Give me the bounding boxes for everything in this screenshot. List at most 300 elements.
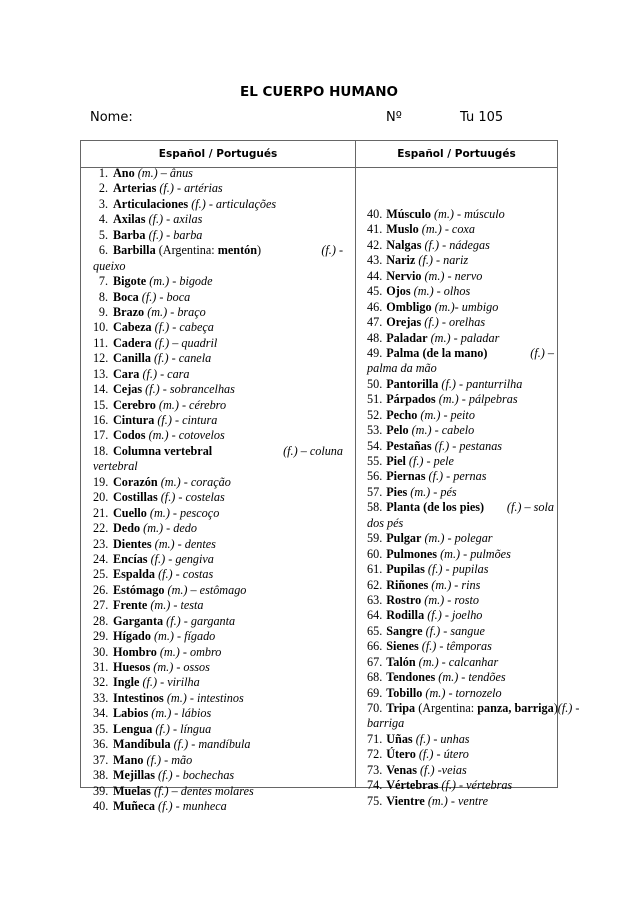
- portuguese-term: ossos: [183, 660, 210, 674]
- item-number: 1.: [98, 166, 108, 180]
- separator: -: [171, 706, 182, 721]
- item-number: 22.: [93, 521, 109, 536]
- separator: -: [172, 768, 183, 783]
- spanish-term: Tripa: [386, 701, 416, 715]
- vocabulary-item: [93, 629, 343, 644]
- separator: -: [169, 721, 181, 736]
- item-number: 73.: [367, 762, 383, 777]
- vocabulary-item: [93, 537, 343, 552]
- spanish-term: Sienes: [386, 639, 419, 654]
- portuguese-term: canela: [178, 351, 212, 366]
- vocabulary-item: [367, 408, 554, 423]
- spanish-term: Cara: [113, 366, 140, 381]
- gender-tag: (f.): [148, 227, 164, 242]
- vocabulary-item: [367, 686, 554, 701]
- item-number: 48.: [367, 330, 383, 345]
- portuguese-term: dentes molares: [180, 783, 254, 798]
- gender-tag: (f.): [283, 443, 298, 458]
- spanish-term: Sangre: [386, 623, 423, 638]
- gender-tag: (m.): [431, 577, 452, 592]
- vocabulary-item: [93, 290, 343, 305]
- separator: -: [205, 196, 216, 211]
- separator: -: [173, 181, 185, 196]
- separator: -: [168, 428, 179, 443]
- portuguese-term: orelhas: [448, 315, 486, 330]
- spanish-term: Pestañas: [386, 438, 432, 453]
- gender-tag: (f.): [557, 701, 573, 715]
- portuguese-term: ânus: [169, 166, 193, 180]
- spanish-term: Hígado: [113, 629, 151, 644]
- vocabulary-item: [367, 639, 554, 654]
- spanish-term: Labios: [113, 706, 149, 721]
- gender-tag: (f.): [142, 675, 158, 690]
- portuguese-term: lábios: [181, 706, 212, 721]
- spanish-term: Canilla: [113, 351, 151, 366]
- separator: -: [455, 376, 467, 391]
- item-number: 66.: [367, 639, 383, 654]
- portuguese-term: joelho: [451, 608, 483, 623]
- separator: -: [173, 660, 184, 674]
- spanish-term: Ombligo: [386, 299, 432, 314]
- portuguese-term-continued: dos pés: [367, 515, 404, 530]
- column-header-left: Español / Portugués: [158, 148, 278, 160]
- vocabulary-item: [93, 598, 343, 613]
- gender-tag: (m.): [154, 536, 175, 551]
- separator: -: [438, 654, 449, 669]
- portuguese-term: artérias: [184, 181, 223, 196]
- item-number: 75.: [367, 793, 383, 808]
- spanish-term: Mejillas: [113, 768, 155, 783]
- item-number: 57.: [367, 484, 383, 499]
- gender-tag: (f.): [148, 212, 164, 227]
- vocabulary-item: [93, 567, 343, 582]
- spanish-term: Pupilas: [386, 562, 425, 577]
- item-number: 72.: [367, 747, 383, 762]
- gender-tag: (f.): [160, 490, 176, 505]
- vocabulary-item: [93, 583, 343, 598]
- gender-tag: (m.): [413, 284, 434, 299]
- portuguese-term: olhos: [443, 284, 471, 299]
- gender-tag: (f.): [427, 608, 442, 623]
- spanish-term: Rodilla: [386, 608, 425, 623]
- gender-tag: (m.): [438, 392, 459, 407]
- separator: –: [521, 500, 534, 515]
- item-number: 55.: [367, 454, 383, 468]
- item-number: 64.: [367, 608, 383, 623]
- portuguese-term: testa: [180, 598, 204, 613]
- separator: -: [172, 798, 183, 813]
- separator: -: [444, 268, 455, 283]
- spanish-term: Ojos: [386, 284, 411, 299]
- portuguese-term: ventre: [458, 793, 488, 808]
- vocabulary-item: [93, 274, 343, 289]
- item-number: 71.: [367, 731, 383, 746]
- separator: -: [458, 392, 469, 407]
- portuguese-term: rins: [461, 577, 481, 592]
- vocabulary-item: [367, 207, 554, 222]
- separator: -: [423, 454, 434, 468]
- separator: -: [173, 629, 185, 644]
- item-number: 20.: [93, 490, 109, 505]
- vocabulary-item: [93, 475, 343, 490]
- item-number: 65.: [367, 623, 383, 638]
- gender-tag: (f.): [418, 253, 433, 268]
- item-number: 60.: [367, 546, 383, 561]
- vocabulary-item: [367, 794, 554, 809]
- vocabulary-item: [93, 768, 343, 783]
- spanish-term: Cerebro: [113, 397, 156, 412]
- item-number: 42.: [367, 237, 383, 252]
- portuguese-term: sangue: [450, 623, 485, 638]
- separator: -: [161, 752, 172, 767]
- gender-tag: (m.): [160, 474, 181, 489]
- vocabulary-item: [93, 737, 343, 752]
- gender-tag: (m.): [440, 546, 461, 561]
- right-column: [367, 207, 580, 809]
- item-number: 34.: [93, 706, 109, 721]
- gender-tag: (f.): [145, 382, 160, 397]
- gender-tag: (m.): [150, 598, 171, 613]
- item-number: 10.: [93, 320, 109, 335]
- spanish-term: Intestinos: [113, 690, 164, 705]
- spanish-term: Arterias: [113, 181, 157, 196]
- vocabulary-item: [93, 691, 343, 706]
- vocabulary-item: [367, 500, 554, 531]
- spanish-term: Cuello: [113, 505, 147, 520]
- vocabulary-item: [93, 506, 343, 521]
- spanish-term: Estómago: [113, 582, 165, 597]
- vocabulary-item: [93, 799, 343, 814]
- portuguese-term: cotovelos: [178, 428, 225, 443]
- separator: -: [433, 747, 444, 762]
- vocabulary-item: [93, 166, 343, 181]
- gender-tag: (f.): [530, 345, 545, 360]
- gender-tag: (f.): [191, 196, 206, 211]
- item-number: 15.: [93, 397, 109, 412]
- item-number: 30.: [93, 644, 109, 659]
- separator: -: [178, 397, 190, 412]
- item-number: 4.: [98, 212, 108, 227]
- spanish-term: Pulmones: [386, 546, 438, 561]
- gender-tag: (m.): [424, 531, 445, 546]
- vocabulary-item: [93, 614, 343, 629]
- spanish-term: Columna vertebral: [113, 443, 213, 458]
- item-number: 12.: [93, 351, 109, 366]
- gender-tag: (m.): [434, 299, 455, 314]
- portuguese-term: pescoço: [180, 505, 220, 520]
- separator: -: [163, 212, 174, 227]
- spanish-term: Nalgas: [386, 237, 422, 252]
- spanish-term: Riñones: [386, 577, 429, 592]
- separator: -: [167, 304, 178, 319]
- portuguese-term: nervo: [454, 268, 483, 283]
- item-number: 50.: [367, 376, 383, 391]
- vocabulary-item: [367, 469, 554, 484]
- vocabulary-item: [367, 578, 554, 593]
- portuguese-term: boca: [166, 289, 191, 304]
- vocabulary-item: [367, 562, 554, 577]
- portuguese-term: costelas: [185, 490, 225, 505]
- vocabulary-item: [93, 660, 343, 675]
- separator: -: [441, 608, 452, 623]
- class-label: Tu 105: [460, 110, 504, 125]
- gender-tag: (f.): [153, 351, 169, 366]
- spanish-term: Mano: [113, 752, 144, 767]
- separator: -: [443, 469, 454, 484]
- separator: -: [179, 644, 190, 659]
- separator: -: [172, 567, 183, 582]
- separator: -: [439, 237, 450, 252]
- gender-tag: (f.): [150, 551, 166, 566]
- vocabulary-item: [93, 784, 343, 799]
- spanish-term: Boca: [113, 289, 139, 304]
- vocabulary-item: [367, 593, 554, 608]
- separator: -: [451, 577, 462, 592]
- item-number: 49.: [367, 345, 383, 360]
- separator: -: [436, 639, 447, 654]
- separator: -: [444, 531, 455, 546]
- vocabulary-item: [93, 181, 343, 196]
- vocabulary-item: [93, 197, 343, 212]
- vocabulary-item: [367, 377, 554, 392]
- spanish-term: Pantorilla: [386, 376, 439, 391]
- spanish-term: Dedo: [113, 521, 141, 536]
- left-column: [93, 166, 343, 814]
- vocabulary-item: [367, 608, 554, 623]
- spanish-term: Piel: [386, 454, 406, 468]
- gender-tag: (m.): [158, 397, 179, 412]
- separator: -: [163, 521, 174, 536]
- item-number: 52.: [367, 407, 383, 422]
- regional-term: panza, barriga: [477, 701, 554, 715]
- item-number: 6.: [98, 243, 108, 258]
- separator: -: [430, 484, 441, 499]
- gender-tag: (m.): [430, 330, 451, 345]
- number-label: Nº: [386, 110, 402, 125]
- item-number: 21.: [93, 505, 109, 520]
- portuguese-term-start: coluna: [309, 443, 343, 458]
- separator: -: [168, 351, 179, 366]
- item-number: 2.: [98, 181, 108, 196]
- separator: -: [175, 490, 186, 505]
- vocabulary-item: [367, 454, 554, 469]
- gender-tag: (m.): [153, 660, 174, 674]
- gender-tag: (m.): [411, 423, 432, 438]
- separator: -: [445, 685, 456, 700]
- separator: -: [159, 382, 170, 397]
- vocabulary-item: [367, 392, 554, 407]
- spanish-term: Mandíbula: [113, 737, 171, 752]
- gender-tag: (f.): [173, 737, 189, 752]
- spanish-term: Nervio: [386, 268, 422, 283]
- spanish-term: Planta (de los pies): [386, 500, 485, 515]
- separator: -: [156, 289, 167, 304]
- vocabulary-item: [93, 722, 343, 737]
- portuguese-term: pestanas: [459, 438, 503, 453]
- spanish-term: Corazón: [113, 474, 158, 489]
- portuguese-term-continued: vertebral: [93, 459, 138, 474]
- gender-tag: (m.): [424, 268, 445, 283]
- item-number: 25.: [93, 567, 109, 582]
- vocabulary-item: [93, 552, 343, 567]
- portuguese-term: cérebro: [189, 397, 227, 412]
- separator: -: [165, 551, 176, 566]
- portuguese-term: mandíbula: [198, 737, 251, 752]
- portuguese-term: cabeça: [179, 320, 214, 335]
- vocabulary-item: [93, 645, 343, 660]
- item-number: 54.: [367, 438, 383, 453]
- spanish-term: Vientre: [386, 793, 425, 808]
- gender-tag: (m.): [148, 428, 169, 443]
- vocabulary-item: [367, 655, 554, 670]
- portuguese-term: virilha: [167, 675, 200, 690]
- gender-tag: (m.): [425, 685, 446, 700]
- regional-note-close: ): [257, 243, 262, 258]
- item-number: 45.: [367, 284, 383, 299]
- name-label: Nome:: [90, 110, 133, 125]
- portuguese-term: têmporas: [446, 639, 492, 654]
- spanish-term: Cabeza: [113, 320, 152, 335]
- portuguese-term: fígado: [184, 629, 216, 644]
- item-number: 39.: [93, 783, 109, 798]
- vocabulary-item: [93, 428, 343, 443]
- item-number: 7.: [98, 274, 108, 289]
- portuguese-term: sobrancelhas: [169, 382, 235, 397]
- separator: -: [442, 562, 453, 577]
- spanish-term: Muslo: [386, 222, 419, 237]
- vocabulary-item: [93, 367, 343, 382]
- vocabulary-item: [93, 228, 343, 243]
- spanish-term: Músculo: [386, 207, 431, 221]
- spanish-term: Muelas: [113, 783, 151, 798]
- spanish-term: Hombro: [113, 644, 157, 659]
- gender-tag: (m.): [418, 654, 439, 669]
- gender-tag: (m.): [149, 274, 170, 289]
- separator: –: [168, 783, 181, 798]
- vocabulary-item: [93, 490, 343, 505]
- gender-tag: (f.): [425, 623, 441, 638]
- vocabulary-item: [93, 305, 343, 320]
- gender-tag: (m.): [167, 582, 188, 597]
- portuguese-term: pernas: [453, 469, 487, 484]
- separator: -: [169, 274, 180, 289]
- item-number: 62.: [367, 577, 383, 592]
- portuguese-term: tornozelo: [455, 685, 502, 700]
- gender-tag: (m.): [166, 690, 187, 705]
- vocabulary-item: [367, 531, 554, 546]
- spanish-term: Párpados: [386, 392, 436, 407]
- item-number: 3.: [98, 196, 108, 211]
- gender-tag: (m.): [438, 670, 459, 685]
- regional-note-close: ): [553, 701, 558, 715]
- vocabulary-item: [367, 300, 554, 315]
- portuguese-term: polegar: [454, 531, 493, 546]
- regional-term: mentón: [217, 243, 258, 258]
- portuguese-term: panturrilha: [466, 376, 523, 391]
- vocabulary-item: [367, 547, 554, 562]
- vocabulary-item: [367, 253, 554, 268]
- portuguese-term: costas: [182, 567, 214, 582]
- gender-tag: (f.): [142, 366, 158, 381]
- spanish-term: Huesos: [113, 660, 151, 674]
- gender-tag: (m.): [420, 407, 441, 422]
- item-number: 44.: [367, 268, 383, 283]
- gender-tag: (f.): [441, 778, 456, 793]
- portuguese-term: estômago: [199, 582, 247, 597]
- gender-tag: (f.): [420, 762, 435, 777]
- portuguese-term: mão: [171, 752, 193, 767]
- gender-tag: (f.): [154, 335, 170, 350]
- separator: -: [458, 670, 469, 685]
- gender-tag: (f.): [158, 567, 173, 582]
- gender-tag: (f.): [159, 181, 174, 196]
- item-number: 47.: [367, 315, 383, 330]
- portuguese-term: dentes: [184, 536, 216, 551]
- separator: -: [572, 701, 580, 715]
- spanish-term: Orejas: [386, 315, 422, 330]
- vocabulary-item: [93, 706, 343, 721]
- separator: -: [455, 778, 467, 793]
- portuguese-term: pupilas: [452, 562, 489, 577]
- spanish-term: Tendones: [386, 670, 436, 685]
- item-number: 23.: [93, 536, 109, 551]
- spanish-term: Costillas: [113, 490, 158, 505]
- column-divider: [355, 141, 356, 787]
- separator: -: [438, 315, 449, 330]
- portuguese-term: peito: [450, 407, 475, 422]
- item-number: 38.: [93, 768, 109, 783]
- gender-tag: (m.): [427, 793, 448, 808]
- vocabulary-item: [367, 439, 554, 454]
- column-header-right: Español / Portuugés: [397, 148, 516, 160]
- gender-tag: (f.): [424, 237, 440, 252]
- portuguese-term: nádegas: [449, 237, 490, 252]
- gender-tag: (f.): [141, 289, 157, 304]
- gender-tag: (f.): [321, 243, 336, 258]
- portuguese-term: rosto: [454, 592, 479, 607]
- vocabulary-item: [367, 624, 554, 639]
- spanish-term: Codos: [113, 428, 146, 443]
- gender-tag: (f.): [146, 752, 162, 767]
- gender-tag: (f.): [418, 747, 434, 762]
- gender-tag: (f.): [166, 613, 181, 628]
- item-number: 61.: [367, 562, 383, 577]
- gender-tag: (f.): [421, 639, 437, 654]
- separator: -: [460, 546, 471, 561]
- spanish-term: Nariz: [386, 253, 416, 268]
- vocabulary-item: [367, 778, 554, 793]
- separator: -: [453, 207, 465, 221]
- portuguese-term: unhas: [440, 731, 470, 746]
- portuguese-term: pés: [440, 484, 457, 499]
- item-number: 59.: [367, 531, 383, 546]
- gender-tag: (m.): [137, 166, 158, 180]
- vocabulary-table: [80, 140, 580, 813]
- gender-tag: (m.): [147, 304, 168, 319]
- item-number: 58.: [367, 500, 383, 515]
- portuguese-term: intestinos: [196, 690, 244, 705]
- gender-tag: (f.): [153, 783, 169, 798]
- spanish-term: Axilas: [113, 212, 146, 227]
- vocabulary-item: [367, 238, 554, 253]
- vocabulary-item: [367, 485, 554, 500]
- gender-tag: (f.): [424, 315, 439, 330]
- separator: -: [174, 536, 185, 551]
- vocabulary-item: [93, 398, 343, 413]
- vocabulary-item: [93, 413, 343, 428]
- item-number: 8.: [98, 289, 108, 304]
- separator: -: [434, 762, 442, 777]
